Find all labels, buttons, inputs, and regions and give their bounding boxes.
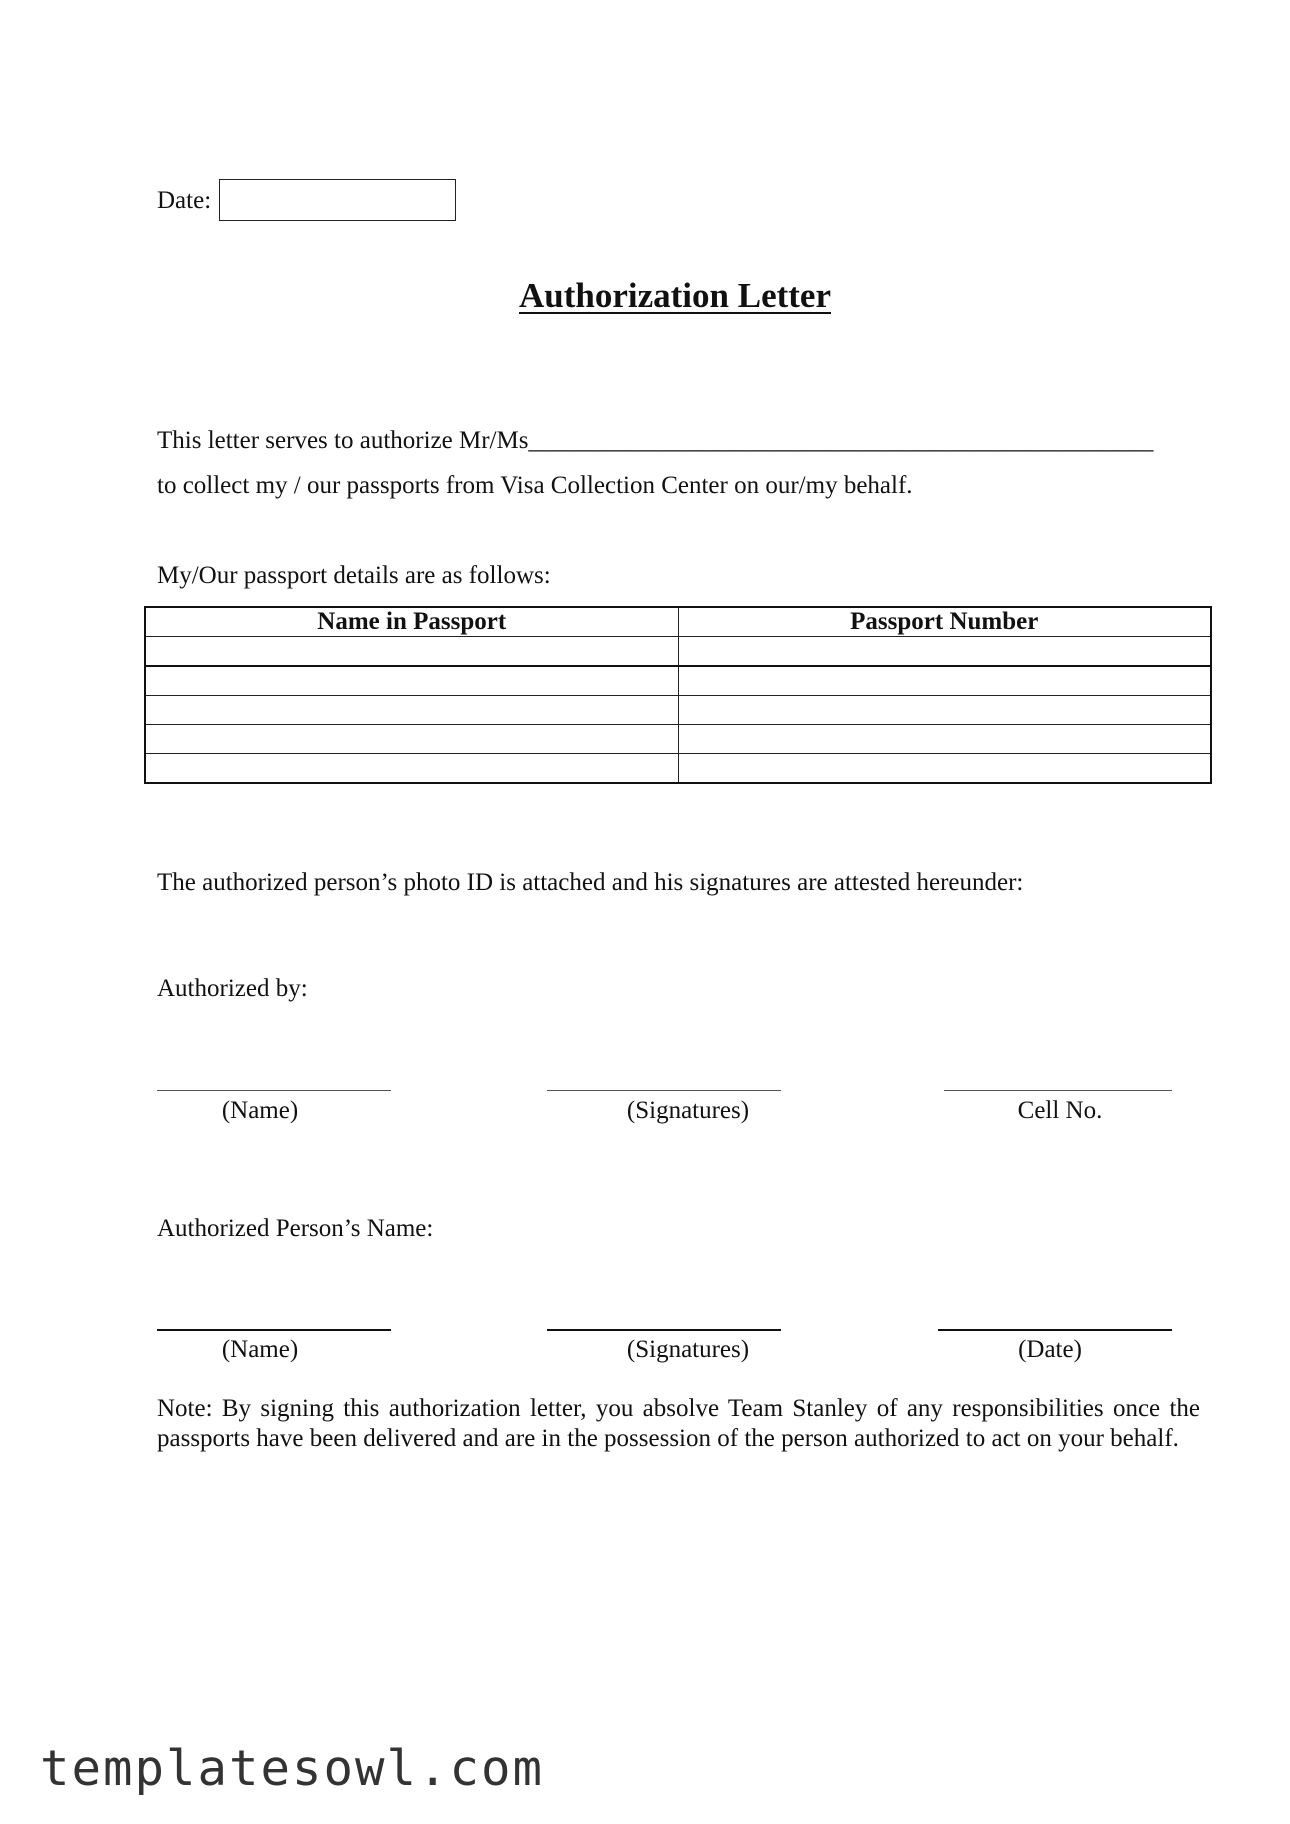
collect-line: to collect my / our passports from Visa Collection Center on our/my behalf. <box>157 472 913 499</box>
table-header-row <box>145 607 1211 637</box>
passport-name-cell[interactable] <box>145 666 678 696</box>
table-row <box>145 754 1211 784</box>
table-row <box>145 666 1211 696</box>
table-row <box>145 637 1211 667</box>
passport-name-cell[interactable] <box>145 725 678 754</box>
passport-name-cell[interactable] <box>145 754 678 784</box>
authorized-person-name-line[interactable] <box>157 1329 391 1331</box>
date-label: Date: <box>157 187 212 214</box>
column-header-name: Name in Passport <box>145 607 678 637</box>
authorized-person-date-line[interactable] <box>938 1329 1172 1331</box>
authorize-line: This letter serves to authorize Mr/Ms__________________________________________________ <box>157 427 1154 454</box>
attestation-text: The authorized person’s photo ID is attached and his signatures are attested hereunder: <box>157 869 1024 896</box>
passport-number-cell[interactable] <box>678 725 1211 754</box>
authorized-person-name-caption: (Name) <box>221 1336 299 1363</box>
column-header-number: Passport Number <box>678 607 1211 637</box>
passport-table <box>144 606 1212 784</box>
authorized-person-date-caption: (Date) <box>1018 1336 1082 1363</box>
authorizer-cell-line[interactable] <box>944 1090 1172 1091</box>
authorizer-signature-line[interactable] <box>547 1090 781 1091</box>
date-field[interactable] <box>219 179 456 221</box>
passport-number-cell[interactable] <box>678 754 1211 784</box>
passport-name-cell[interactable] <box>145 637 678 667</box>
passport-number-cell[interactable] <box>678 637 1211 667</box>
authorized-person-label: Authorized Person’s Name: <box>157 1215 434 1242</box>
table-row <box>145 696 1211 725</box>
watermark-text: templatesowl.com <box>40 1740 545 1797</box>
authorizer-name-caption: (Name) <box>221 1097 299 1124</box>
passport-number-cell[interactable] <box>678 696 1211 725</box>
page-title: Authorization Letter <box>518 276 831 315</box>
authorizer-cell-caption: Cell No. <box>1017 1097 1103 1124</box>
passport-details-intro: My/Our passport details are as follows: <box>157 562 551 589</box>
passport-number-cell[interactable] <box>678 666 1211 696</box>
authorized-person-signature-line[interactable] <box>547 1329 781 1331</box>
authorizer-name-line[interactable] <box>157 1090 391 1091</box>
table-row <box>145 725 1211 754</box>
passport-name-cell[interactable] <box>145 696 678 725</box>
authorizer-signature-caption: (Signatures) <box>626 1097 750 1124</box>
note-paragraph: Note: By signing this authorization letter, you absolve Team Stanley of any responsibilities once the passports have been delivered and are in the possession of the person authorized to act on your behalf. <box>157 1395 1200 1452</box>
authorized-person-signature-caption: (Signatures) <box>626 1336 750 1363</box>
authorized-by-label: Authorized by: <box>157 975 308 1002</box>
